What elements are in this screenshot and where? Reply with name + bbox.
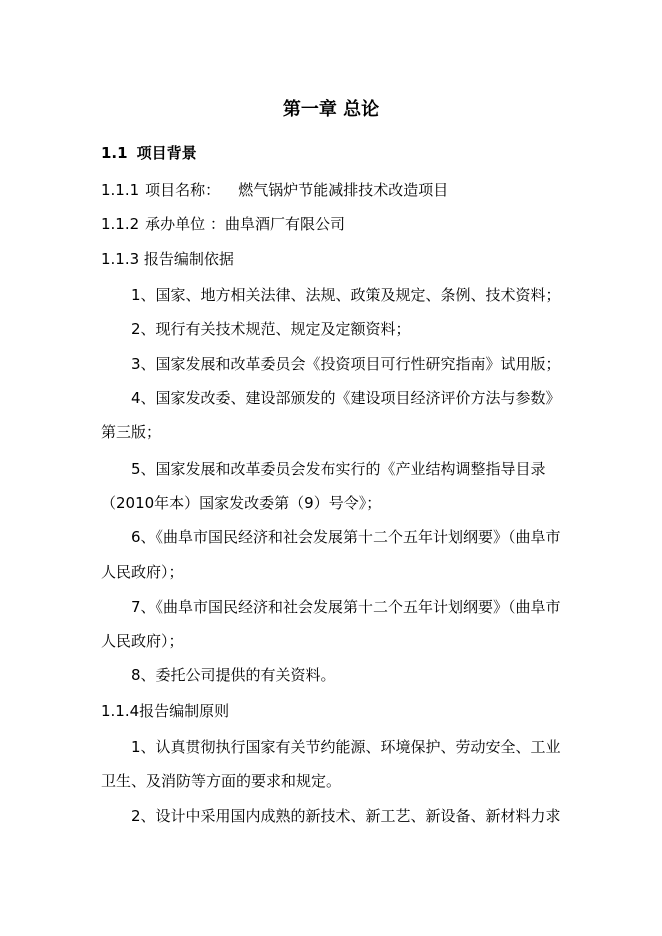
principle-point-continued: 卫生、及消防等方面的要求和规定。 — [101, 772, 342, 790]
basis-heading: 1.1.3 报告编制依据 — [101, 250, 234, 268]
basis-point: 5、国家发展和改革委员会发布实行的《产业结构调整指导目录 — [131, 460, 546, 478]
host-unit-label: 承办单位 ： — [145, 215, 225, 233]
basis-point: 7、《曲阜市国民经济和社会发展第十二个五年计划纲要》（曲阜市 — [131, 598, 561, 616]
basis-point: 6、《曲阜市国民经济和社会发展第十二个五年计划纲要》（曲阜市 — [131, 528, 561, 546]
host-unit-number: 1.1.2 — [101, 215, 140, 233]
section-heading — [101, 143, 197, 163]
principle-point: 2、设计中采用国内成熟的新技术、新工艺、新设备、新材料力求 — [131, 807, 561, 825]
basis-point-continued: 人民政府）； — [101, 563, 184, 581]
section-number: 1.1 — [101, 144, 128, 162]
host-unit-value: 曲阜酒厂有限公司 — [224, 215, 345, 233]
project-name-line — [101, 180, 448, 200]
basis-point: 1、国家、地方相关法律、法规、政策及规定、条例、技术资料； — [131, 286, 561, 304]
host-unit-line — [101, 214, 345, 234]
principle-point: 1、认真贯彻执行国家有关节约能源、环境保护、劳动安全、工业 — [131, 738, 561, 756]
project-name-value: 燃气锅炉节能减排技术改造项目 — [238, 181, 449, 199]
project-name-number: 1.1.1 — [101, 181, 140, 199]
project-name-label: 项目名称： — [145, 181, 221, 199]
basis-point: 8、委托公司提供的有关资料。 — [131, 666, 336, 684]
basis-point: 4、国家发改委、建设部颁发的《建设项目经济评价方法与参数》 — [131, 389, 561, 407]
chapter-title: 第一章 总论 — [282, 99, 380, 120]
section-title: 项目背景 — [136, 144, 197, 162]
principles-heading: 1.1.4报告编制原则 — [101, 702, 230, 720]
basis-point: 3、国家发展和改革委员会《投资项目可行性研究指南》试用版； — [131, 355, 561, 373]
basis-point: 2、现行有关技术规范、规定及定额资料； — [131, 320, 411, 338]
basis-point-continued: （2010年本）国家发改委第（9）号令》； — [101, 494, 382, 512]
basis-point-continued: 人民政府）； — [101, 632, 184, 650]
basis-point-continued: 第三版； — [101, 423, 162, 441]
